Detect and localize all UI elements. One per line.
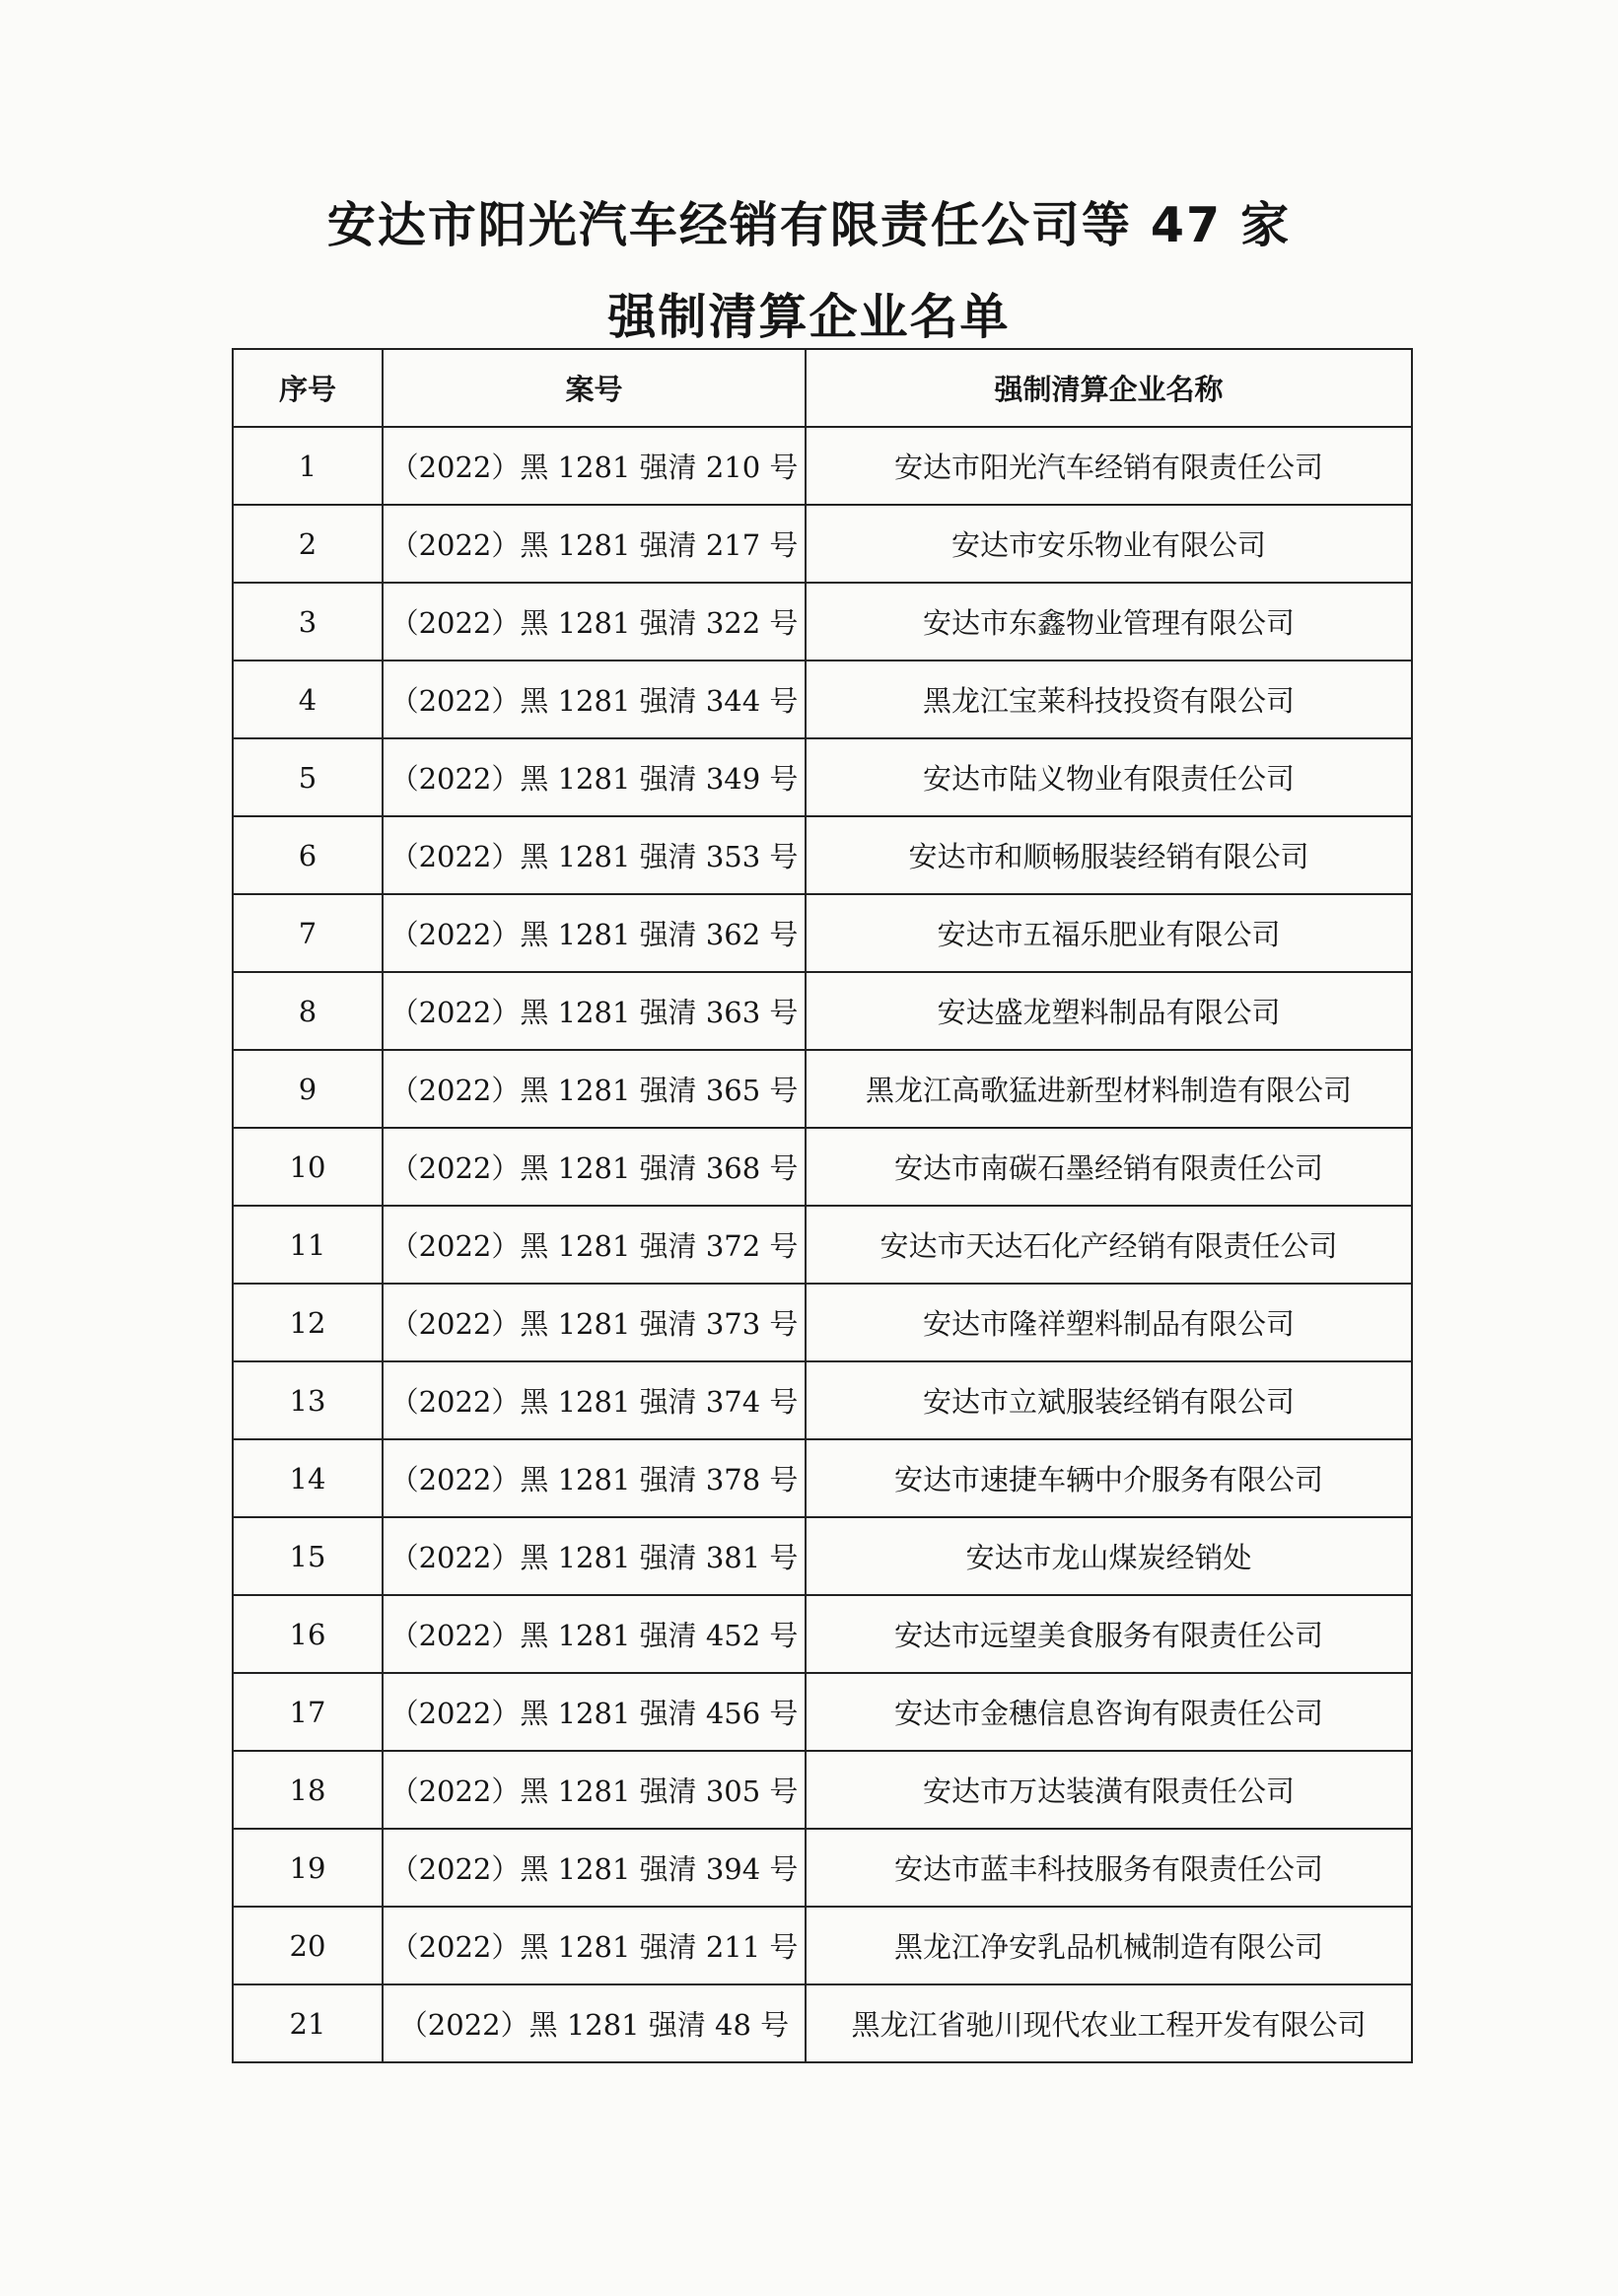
cell-enterprise-name: 安达市蓝丰科技服务有限责任公司	[806, 1829, 1412, 1907]
cell-enterprise-name: 黑龙江净安乳品机械制造有限公司	[806, 1907, 1412, 1984]
cell-case-number: （2022）黑 1281 强清 305 号	[383, 1751, 806, 1829]
cell-enterprise-name: 安达市和顺畅服装经销有限公司	[806, 816, 1412, 894]
table-row	[233, 583, 1412, 661]
table-row	[233, 1595, 1412, 1673]
cell-enterprise-name: 安达市五福乐肥业有限公司	[806, 894, 1412, 972]
cell-case-number: （2022）黑 1281 强清 362 号	[383, 894, 806, 972]
cell-case-number: （2022）黑 1281 强清 452 号	[383, 1595, 806, 1673]
cell-index: 13	[233, 1361, 383, 1439]
cell-case-number: （2022）黑 1281 强清 210 号	[383, 427, 806, 505]
cell-enterprise-name: 安达市阳光汽车经销有限责任公司	[806, 427, 1412, 505]
cell-index: 8	[233, 972, 383, 1050]
cell-enterprise-name: 安达市速捷车辆中介服务有限公司	[806, 1439, 1412, 1517]
document-title-line1: 安达市阳光汽车经销有限责任公司等 47 家	[326, 197, 1292, 253]
cell-enterprise-name: 安达盛龙塑料制品有限公司	[806, 972, 1412, 1050]
header-index: 序号	[233, 349, 383, 427]
cell-case-number: （2022）黑 1281 强清 344 号	[383, 661, 806, 738]
cell-index: 10	[233, 1128, 383, 1206]
cell-enterprise-name: 安达市远望美食服务有限责任公司	[806, 1595, 1412, 1673]
cell-case-number: （2022）黑 1281 强清 365 号	[383, 1050, 806, 1128]
table-row	[233, 1284, 1412, 1361]
cell-enterprise-name: 安达市南碳石墨经销有限责任公司	[806, 1128, 1412, 1206]
table-row	[233, 661, 1412, 738]
cell-case-number: （2022）黑 1281 强清 373 号	[383, 1284, 806, 1361]
cell-index: 20	[233, 1907, 383, 1984]
cell-enterprise-name: 安达市陆义物业有限责任公司	[806, 738, 1412, 816]
cell-case-number: （2022）黑 1281 强清 394 号	[383, 1829, 806, 1907]
cell-case-number: （2022）黑 1281 强清 374 号	[383, 1361, 806, 1439]
cell-case-number: （2022）黑 1281 强清 368 号	[383, 1128, 806, 1206]
cell-case-number: （2022）黑 1281 强清 378 号	[383, 1439, 806, 1517]
cell-index: 14	[233, 1439, 383, 1517]
table-row	[233, 1361, 1412, 1439]
table-row	[233, 894, 1412, 972]
cell-enterprise-name: 安达市龙山煤炭经销处	[806, 1517, 1412, 1595]
table-row	[233, 505, 1412, 583]
table-header-row	[233, 349, 1412, 427]
table-row	[233, 816, 1412, 894]
cell-enterprise-name: 黑龙江高歌猛进新型材料制造有限公司	[806, 1050, 1412, 1128]
cell-index: 16	[233, 1595, 383, 1673]
cell-case-number: （2022）黑 1281 强清 456 号	[383, 1673, 806, 1751]
table-row	[233, 1439, 1412, 1517]
table-row	[233, 1673, 1412, 1751]
table-row	[233, 972, 1412, 1050]
cell-case-number: （2022）黑 1281 强清 211 号	[383, 1907, 806, 1984]
cell-case-number: （2022）黑 1281 强清 363 号	[383, 972, 806, 1050]
cell-case-number: （2022）黑 1281 强清 322 号	[383, 583, 806, 661]
cell-enterprise-name: 安达市金穗信息咨询有限责任公司	[806, 1673, 1412, 1751]
cell-enterprise-name: 安达市万达装潢有限责任公司	[806, 1751, 1412, 1829]
table-row	[233, 1829, 1412, 1907]
table-row	[233, 738, 1412, 816]
cell-enterprise-name: 黑龙江省驰川现代农业工程开发有限公司	[806, 1984, 1412, 2062]
table-row	[233, 1128, 1412, 1206]
header-enterprise-name: 强制清算企业名称	[806, 349, 1412, 427]
cell-enterprise-name: 安达市东鑫物业管理有限公司	[806, 583, 1412, 661]
cell-case-number: （2022）黑 1281 强清 349 号	[383, 738, 806, 816]
enterprise-table	[232, 348, 1413, 2063]
table-row	[233, 1751, 1412, 1829]
cell-enterprise-name: 安达市立斌服装经销有限公司	[806, 1361, 1412, 1439]
cell-case-number: （2022）黑 1281 强清 381 号	[383, 1517, 806, 1595]
cell-index: 7	[233, 894, 383, 972]
table-row	[233, 1907, 1412, 1984]
cell-index: 3	[233, 583, 383, 661]
cell-index: 11	[233, 1206, 383, 1284]
cell-index: 4	[233, 661, 383, 738]
cell-case-number: （2022）黑 1281 强清 353 号	[383, 816, 806, 894]
cell-enterprise-name: 安达市安乐物业有限公司	[806, 505, 1412, 583]
table-row	[233, 427, 1412, 505]
cell-index: 2	[233, 505, 383, 583]
cell-enterprise-name: 黑龙江宝莱科技投资有限公司	[806, 661, 1412, 738]
table-row	[233, 1984, 1412, 2062]
cell-index: 1	[233, 427, 383, 505]
header-case-number: 案号	[383, 349, 806, 427]
cell-index: 17	[233, 1673, 383, 1751]
cell-index: 15	[233, 1517, 383, 1595]
cell-enterprise-name: 安达市天达石化产经销有限责任公司	[806, 1206, 1412, 1284]
cell-index: 21	[233, 1984, 383, 2062]
cell-case-number: （2022）黑 1281 强清 48 号	[383, 1984, 806, 2062]
cell-index: 9	[233, 1050, 383, 1128]
cell-index: 6	[233, 816, 383, 894]
table-row	[233, 1050, 1412, 1128]
table-row	[233, 1206, 1412, 1284]
cell-case-number: （2022）黑 1281 强清 372 号	[383, 1206, 806, 1284]
cell-index: 19	[233, 1829, 383, 1907]
table-body	[233, 427, 1412, 2062]
cell-index: 18	[233, 1751, 383, 1829]
cell-index: 12	[233, 1284, 383, 1361]
document-title-line2: 强制清算企业名单	[607, 289, 1011, 345]
cell-enterprise-name: 安达市隆祥塑料制品有限公司	[806, 1284, 1412, 1361]
table-row	[233, 1517, 1412, 1595]
cell-index: 5	[233, 738, 383, 816]
cell-case-number: （2022）黑 1281 强清 217 号	[383, 505, 806, 583]
